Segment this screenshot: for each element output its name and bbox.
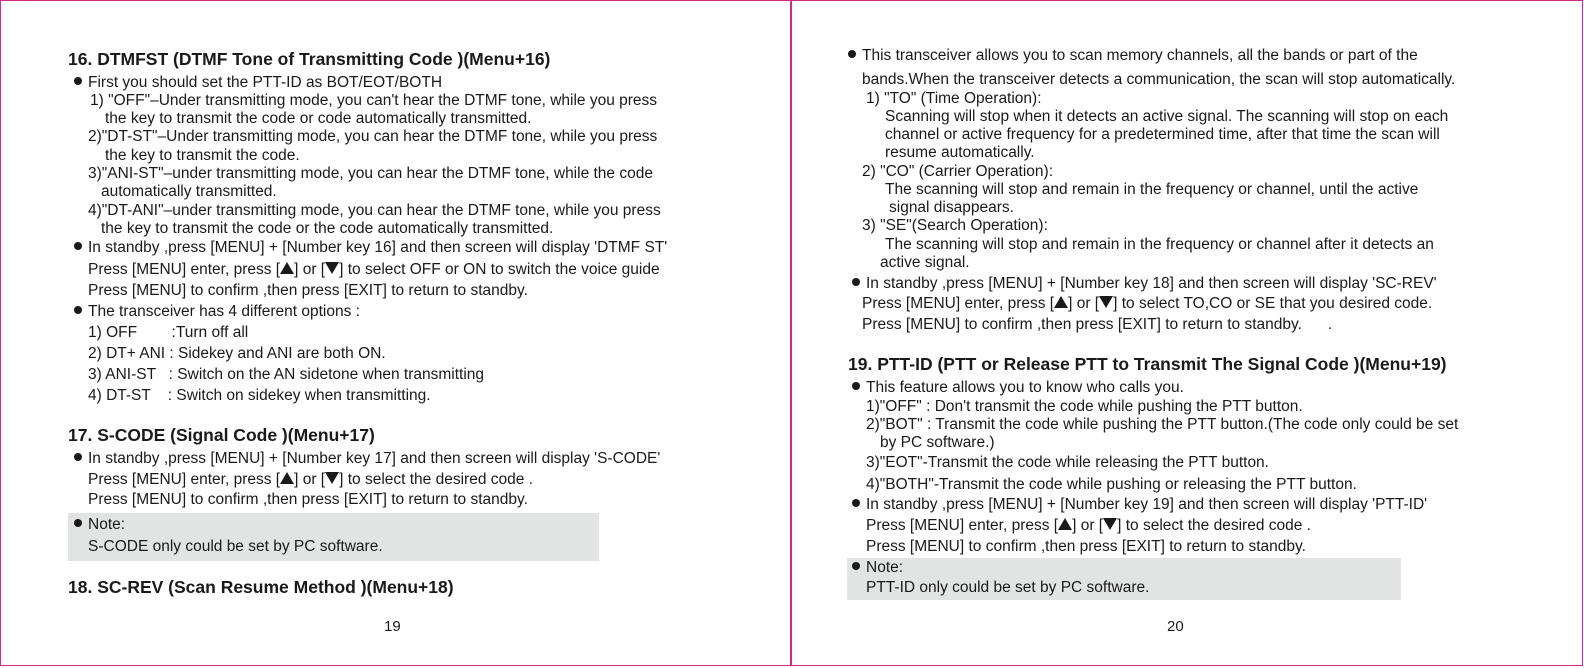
- scan-co-l1: The scanning will stop and remain in the frequency or channel, until the active: [885, 181, 1419, 198]
- bullet-icon: [74, 242, 82, 250]
- s17-note-text: S-CODE only could be set by PC software.: [88, 538, 383, 555]
- bullet-icon: [74, 306, 82, 314]
- s16-option-off-cont: the key to transmit the code or code automatically transmitted.: [105, 110, 532, 127]
- down-arrow-icon: [325, 472, 339, 484]
- scan-se-l2: active signal.: [880, 254, 970, 271]
- scan-intro-cont: bands.When the transceiver detects a communication, the scan will stop automatically.: [862, 71, 1456, 88]
- page-number-left: 19: [384, 618, 401, 635]
- bullet-icon: [74, 519, 82, 527]
- s19-eot: 3)"EOT"-Transmit the code while releasing the PTT button.: [866, 454, 1269, 471]
- bullet-icon: [852, 382, 860, 390]
- s19-confirm: Press [MENU] to confirm ,then press [EXIT] to return to standby.: [866, 538, 1306, 555]
- s16-option-anist: 3)"ANI-ST"–under transmitting mode, you can hear the DTMF tone, while the code: [88, 165, 653, 182]
- s17-confirm: Press [MENU] to confirm ,then press [EXIT] to return to standby.: [88, 491, 528, 508]
- up-arrow-icon: [1058, 518, 1072, 530]
- bullet-icon: [852, 499, 860, 507]
- bullet-icon: [74, 453, 82, 461]
- s19-note-text: PTT-ID only could be set by PC software.: [866, 579, 1150, 596]
- page-number-right: 20: [1167, 618, 1184, 635]
- s19-bot: 2)"BOT" : Transmit the code while pushing the PTT button.(The code only could be set: [866, 416, 1459, 433]
- scan-to-title: 1) "TO" (Time Operation):: [866, 90, 1042, 107]
- s16-option-dtst-cont: the key to transmit the code.: [105, 147, 300, 164]
- s18-enter: Press [MENU] enter, press [ ] or [ ] to select TO,CO or SE that you desired code.: [862, 295, 1433, 312]
- down-arrow-icon: [1099, 296, 1113, 308]
- s17-standby: In standby ,press [MENU] + [Number key 17] and then screen will display 'S-CODE': [74, 450, 660, 468]
- s16-enter: Press [MENU] enter, press [ ] or [ ] to select OFF or ON to switch the voice guide: [88, 261, 660, 278]
- s16-intro: First you should set the PTT-ID as BOT/EOT/BOTH: [74, 74, 442, 92]
- s16-option-anist-cont: automatically transmitted.: [101, 183, 277, 200]
- section-16-title: 16. DTMFST (DTMF Tone of Transmitting Code )(Menu+16): [68, 49, 551, 69]
- s16-opt2: 2) DT+ ANI : Sidekey and ANI are both ON.: [88, 345, 386, 362]
- s19-off: 1)"OFF" : Don't transmit the code while pushing the PTT button.: [866, 398, 1303, 415]
- s16-options-intro: The transceiver has 4 different options :: [74, 303, 360, 321]
- s18-standby: In standby ,press [MENU] + [Number key 18] and then screen will display 'SC-REV': [852, 275, 1437, 293]
- bullet-icon: [848, 50, 856, 58]
- s19-bot-cont: by PC software.): [880, 434, 995, 451]
- section-18-title: 18. SC-REV (Scan Resume Method )(Menu+18): [68, 577, 454, 597]
- s19-both: 4)"BOTH"-Transmit the code while pushing or releasing the PTT button.: [866, 476, 1357, 493]
- scan-to-l3: resume automatically.: [885, 144, 1035, 161]
- s16-confirm: Press [MENU] to confirm ,then press [EXIT] to return to standby.: [88, 282, 528, 299]
- down-arrow-icon: [1103, 518, 1117, 530]
- section-17-title: 17. S-CODE (Signal Code )(Menu+17): [68, 425, 375, 445]
- s16-opt3: 3) ANI-ST : Switch on the AN sidetone when transmitting: [88, 366, 485, 383]
- bullet-icon: [852, 562, 860, 570]
- s17-note-label: Note:: [74, 516, 125, 534]
- bullet-icon: [74, 77, 82, 85]
- up-arrow-icon: [280, 262, 294, 274]
- down-arrow-icon: [325, 262, 339, 274]
- s19-note-label: Note:: [852, 559, 903, 577]
- up-arrow-icon: [280, 472, 294, 484]
- bullet-icon: [852, 278, 860, 286]
- s16-opt1: 1) OFF :Turn off all: [88, 324, 249, 341]
- s16-option-dtani-cont: the key to transmit the code or the code automatically transmitted.: [101, 220, 554, 237]
- scan-co-title: 2) "CO" (Carrier Operation):: [862, 163, 1054, 180]
- s16-standby: In standby ,press [MENU] + [Number key 16] and then screen will display 'DTMF ST': [74, 239, 667, 257]
- section-19-title: 19. PTT-ID (PTT or Release PTT to Transmit The Signal Code )(Menu+19): [848, 354, 1447, 374]
- scan-se-title: 3) "SE"(Search Operation):: [862, 217, 1048, 234]
- scan-se-l1: The scanning will stop and remain in the frequency or channel after it detects an: [885, 236, 1434, 253]
- s16-option-dtst: 2)"DT-ST"–Under transmitting mode, you can hear the DTMF tone, while you press: [88, 128, 658, 145]
- s16-option-dtani: 4)"DT-ANI"–under transmitting mode, you can hear the DTMF tone, while you press: [88, 202, 661, 219]
- s19-standby: In standby ,press [MENU] + [Number key 19] and then screen will display 'PTT-ID': [852, 496, 1427, 514]
- s16-opt4: 4) DT-ST : Switch on sidekey when transmitting.: [88, 387, 431, 404]
- s17-enter: Press [MENU] enter, press [ ] or [ ] to select the desired code .: [88, 471, 533, 488]
- s19-intro: This feature allows you to know who calls you.: [852, 379, 1184, 397]
- scan-to-l2: channel or active frequency for a predetermined time, after that time the scan will: [885, 126, 1440, 143]
- up-arrow-icon: [1054, 296, 1068, 308]
- scan-to-l1: Scanning will stop when it detects an active signal. The scanning will stop on each: [885, 108, 1449, 125]
- scan-co-l2: signal disappears.: [889, 199, 1014, 216]
- s18-confirm: Press [MENU] to confirm ,then press [EXIT] to return to standby. .: [862, 316, 1333, 333]
- s19-enter: Press [MENU] enter, press [ ] or [ ] to select the desired code .: [866, 517, 1311, 534]
- scan-intro: This transceiver allows you to scan memory channels, all the bands or part of the: [848, 47, 1418, 65]
- s16-option-off: 1) "OFF"–Under transmitting mode, you can't hear the DTMF tone, while you press: [90, 92, 658, 109]
